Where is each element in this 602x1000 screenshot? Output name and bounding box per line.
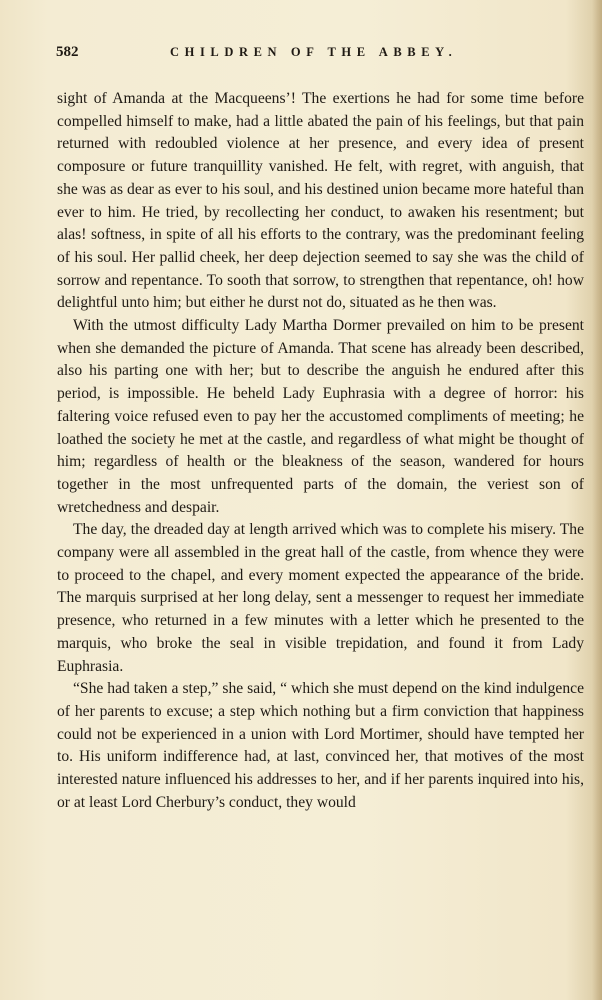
body-text xyxy=(57,88,584,815)
paragraph: The day, the dreaded day at length arrived which was to complete his misery. The company were all assembled in the great hall of the castle, from whence they were to proceed to the chapel, and every moment expected the appearance of the bride. The marquis surprised at her long delay, sent a messenger to request her immediate presence, who returned in a few minutes with a letter which he presented to the marquis, who broke the seal in visible trepidation, and found it from Lady Euphrasia. xyxy=(57,521,584,675)
running-head xyxy=(56,44,576,64)
page-edge-shadow xyxy=(592,0,602,1000)
page-number: 582 xyxy=(56,44,79,60)
paragraph-continued: sight of Amanda at the Macqueens’! The exertions he had for some time before compelled himself to make, had a little abated the pain of his feelings, but that pain returned with redoubled violence at her presence, and every idea of present composure or future tranquillity vanished. He felt, with regret, with anguish, that she was as dear as ever to his soul, and his destined union became more hateful than ever to him. He tried, by recollecting her conduct, to awaken his resentment; but alas! softness, in spite of all his efforts to the contrary, was the predominant feeling of his soul. Her pallid cheek, her deep dejection seemed to say she was the child of sorrow and repentance. To sooth that sorrow, to strengthen that repentance, oh! how delightful unto him; but either he durst not do, situated as he then was. xyxy=(57,90,584,312)
running-title: CHILDREN OF THE ABBEY. xyxy=(170,45,458,59)
paragraph-letter-quote: “She had taken a step,” she said, “ which she must depend on the kind indulgence of her parents to excuse; a step which nothing but a firm conviction that happiness could not be experienced in a union with Lord Mortimer, should have tempted her to. His uniform indifference had, at last, convinced her, that motives of the most interested nature influenced his addresses to her, and if her parents inquired into his, or at least Lord Cherbury’s conduct, they would xyxy=(57,680,584,811)
paragraph: With the utmost difficulty Lady Martha Dormer prevailed on him to be present when she demanded the picture of Amanda. That scene has already been described, also his parting one with her; but to describe the anguish he endured after this period, is impossible. He beheld Lady Euphrasia with a degree of horror: his faltering voice refused even to pay her the accustomed compliments of meeting; he loathed the society he met at the castle, and regardless of what might be thought of him; regardless of health or the bleakness of the season, wandered for hours together in the most unfrequented parts of the domain, the veriest son of wretchedness and despair. xyxy=(57,317,584,516)
